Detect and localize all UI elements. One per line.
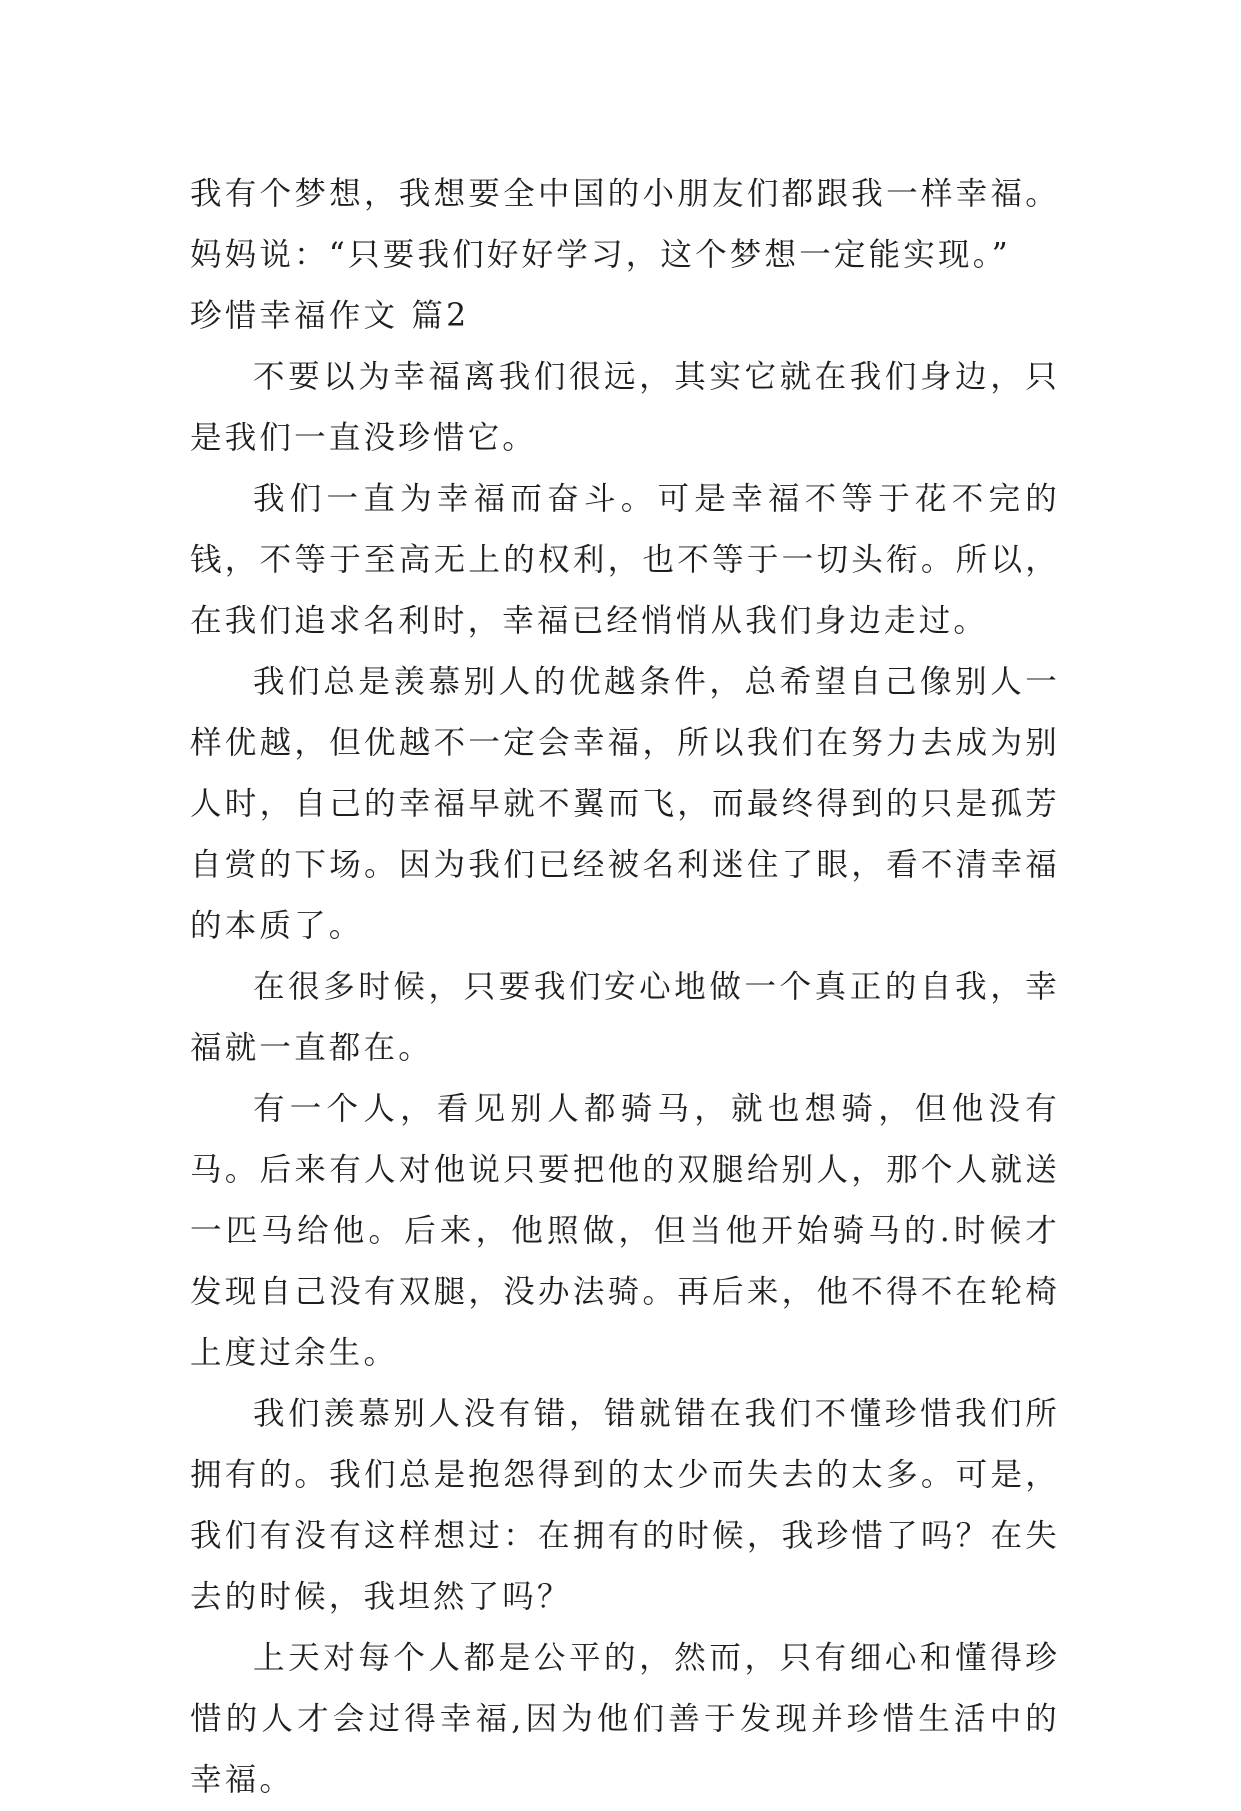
body-paragraph-7: 上天对每个人都是公平的，然而，只有细心和懂得珍惜的人才会过得幸福,因为他们善于发现并珍惜生活中的幸福。 [190, 1640, 1060, 1798]
body-paragraph-1: 不要以为幸福离我们很远，其实它就在我们身边，只是我们一直没珍惜它。 [190, 359, 1060, 456]
body-paragraph-3: 我们总是羡慕别人的优越条件，总希望自己像别人一样优越，但优越不一定会幸福，所以我们在努力去成为别人时，自己的幸福早就不翼而飞，而最终得到的只是孤芳自赏的下场。因为我们已经被名利迷住了眼，看不清幸福的本质了。 [190, 664, 1060, 944]
intro-paragraph: 我有个梦想，我想要全中国的小朋友们都跟我一样幸福。妈妈说：“只要我们好好学习，这个梦想一定能实现。” [190, 176, 1060, 273]
body-paragraph-6: 我们羡慕别人没有错，错就错在我们不懂珍惜我们所拥有的。我们总是抱怨得到的太少而失去的太多。可是，我们有没有这样想过：在拥有的时候，我珍惜了吗？在失去的时候，我坦然了吗？ [190, 1396, 1060, 1615]
document-page [190, 164, 1060, 1811]
section-heading: 珍惜幸福作文 篇2 [190, 298, 470, 334]
body-paragraph-2: 我们一直为幸福而奋斗。可是幸福不等于花不完的钱，不等于至高无上的权利，也不等于一切头衔。所以，在我们追求名利时，幸福已经悄悄从我们身边走过。 [190, 481, 1060, 639]
body-paragraph-5: 有一个人，看见别人都骑马，就也想骑，但他没有马。后来有人对他说只要把他的双腿给别人，那个人就送一匹马给他。后来，他照做，但当他开始骑马的.时候才发现自己没有双腿，没办法骑。再后来，他不得不在轮椅上度过余生。 [190, 1091, 1060, 1371]
body-paragraph-4: 在很多时候，只要我们安心地做一个真正的自我，幸福就一直都在。 [190, 969, 1060, 1066]
